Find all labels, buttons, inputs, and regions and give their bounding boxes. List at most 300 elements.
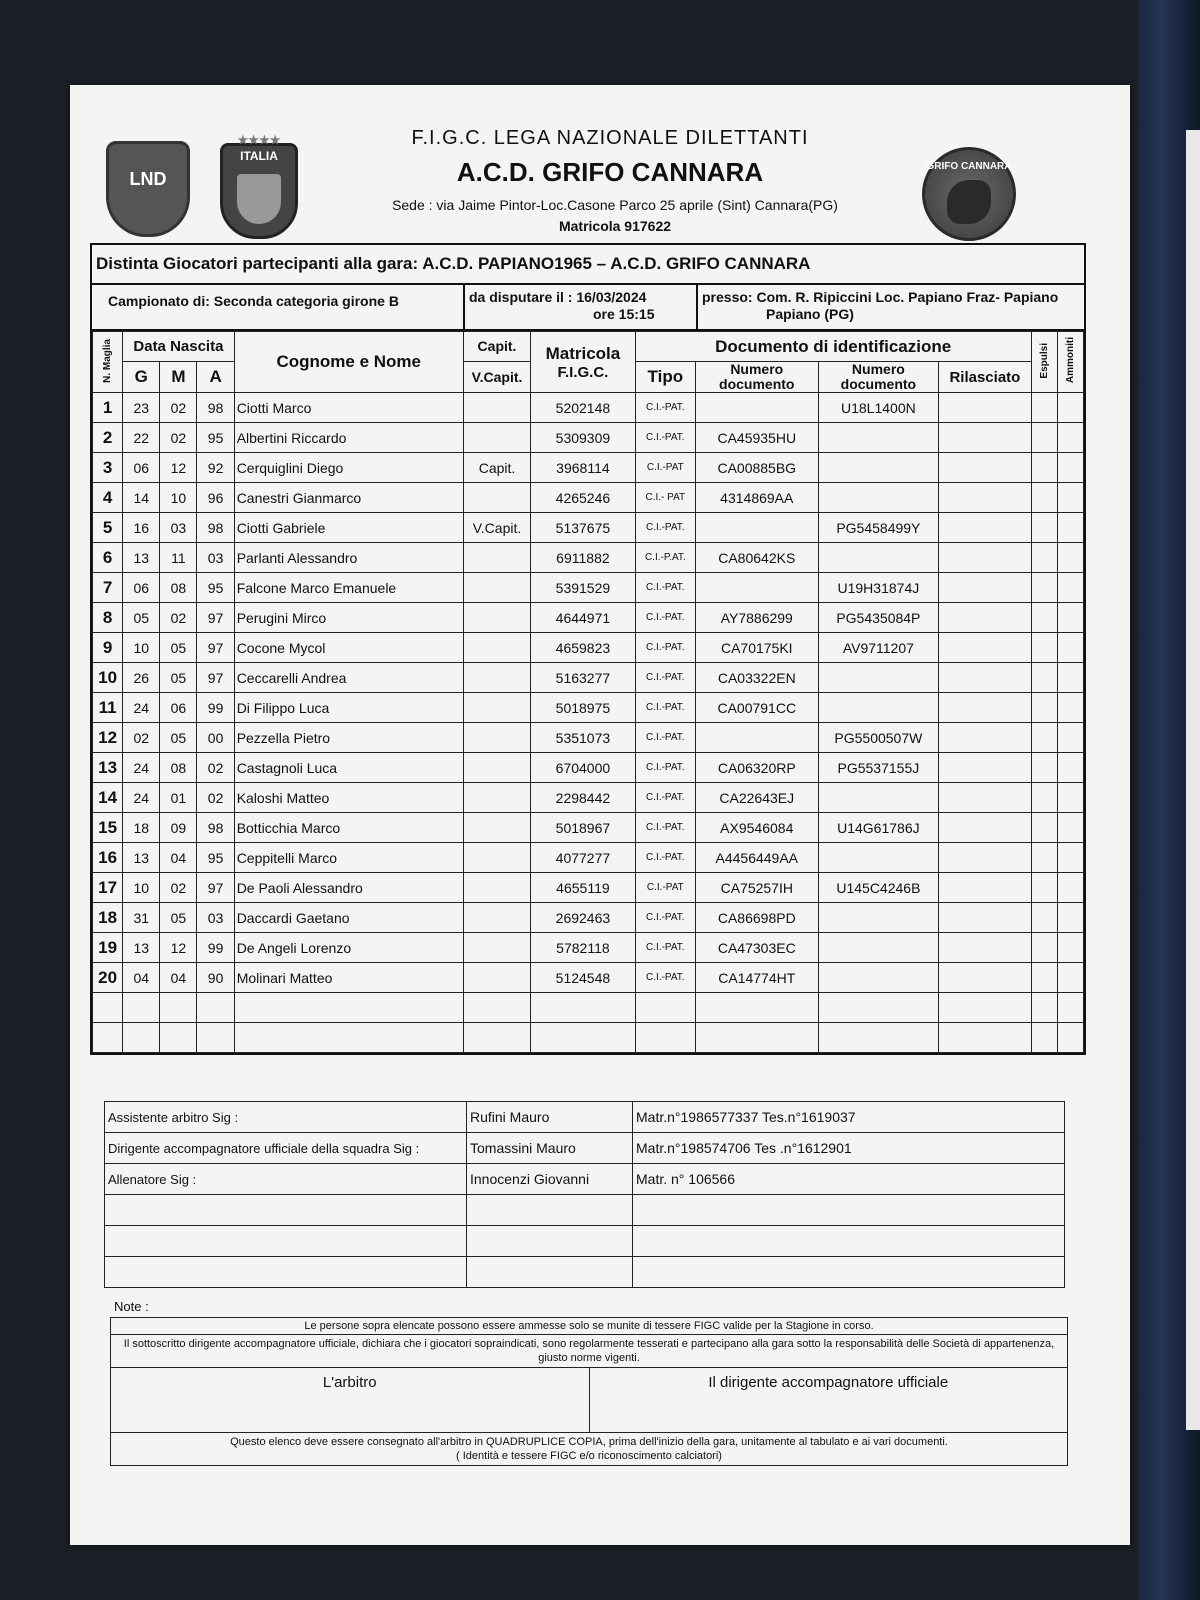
player-mat-cell: 2298442 [531, 783, 636, 813]
player-cap-cell: Capit. [463, 453, 530, 483]
player-cap-cell [463, 423, 530, 453]
player-nome-cell: Ciotti Gabriele [234, 513, 463, 543]
player-nome-cell: Albertini Riccardo [234, 423, 463, 453]
player-esp-cell [1031, 963, 1057, 993]
empty-cell [463, 993, 530, 1023]
player-n-cell: 9 [93, 633, 123, 663]
player-amm-cell [1057, 843, 1083, 873]
player-g-cell: 10 [123, 873, 160, 903]
player-amm-cell [1057, 543, 1083, 573]
empty-cell [234, 993, 463, 1023]
player-cap-cell [463, 393, 530, 423]
player-ril-cell [939, 903, 1031, 933]
player-cap-cell [463, 903, 530, 933]
player-nome-cell: Kaloshi Matteo [234, 783, 463, 813]
player-amm-cell [1057, 603, 1083, 633]
player-ril-cell [939, 393, 1031, 423]
player-g-cell: 05 [123, 603, 160, 633]
staff-matr-cell: Matr. n° 106566 [633, 1164, 1065, 1195]
player-doc2-cell: U14G61786J [818, 813, 939, 843]
col-n-maglia [93, 332, 123, 393]
player-a-cell: 98 [197, 813, 234, 843]
player-tipo-cell: C.I.-PAT. [635, 903, 695, 933]
player-nome-cell: Daccardi Gaetano [234, 903, 463, 933]
player-ril-cell [939, 633, 1031, 663]
player-ril-cell [939, 783, 1031, 813]
roster-frame [90, 243, 1086, 1055]
col-espulsi [1031, 332, 1057, 393]
club-address: Sede : via Jaime Pintor-Loc.Casone Parco 25 aprile (Sint) Cannara(PG) [392, 197, 838, 213]
player-doc1-cell: A4456449AA [695, 843, 818, 873]
player-a-cell: 03 [197, 543, 234, 573]
player-a-cell: 97 [197, 603, 234, 633]
player-n-cell: 18 [93, 903, 123, 933]
player-doc1-cell [695, 723, 818, 753]
player-cap-cell [463, 663, 530, 693]
player-esp-cell [1031, 783, 1057, 813]
player-doc1-cell: CA14774HT [695, 963, 818, 993]
notes-line4: ( Identità e tessere FIGC e/o riconoscimento calciatori) [456, 1450, 722, 1462]
player-a-cell: 95 [197, 843, 234, 873]
notes-line3: Questo elenco deve essere consegnato all'arbitro in QUADRUPLICE COPIA, prima dell'inizio della gara, unitamente al tabulato e ai vari documenti. [230, 1436, 948, 1448]
player-ril-cell [939, 723, 1031, 753]
venue-line1: presso: Com. R. Ripiccini Loc. Papiano Fraz- Papiano [702, 289, 1059, 305]
col-numero-doc: Numero documento [695, 362, 818, 393]
adjacent-sheet [1186, 130, 1200, 1430]
player-doc1-cell: CA70175KI [695, 633, 818, 663]
player-m-cell: 08 [160, 753, 197, 783]
player-doc1-cell: CA45935HU [695, 423, 818, 453]
player-m-cell: 05 [160, 633, 197, 663]
empty-cell [123, 993, 160, 1023]
player-nome-cell: Cerquiglini Diego [234, 453, 463, 483]
federation-title: F.I.G.C. LEGA NAZIONALE DILETTANTI [411, 127, 809, 149]
col-g: G [123, 362, 160, 393]
player-m-cell: 12 [160, 933, 197, 963]
player-doc2-cell: U19H31874J [818, 573, 939, 603]
player-cap-cell [463, 483, 530, 513]
matricola-label: Matricola [545, 343, 621, 363]
player-ril-cell [939, 693, 1031, 723]
empty-cell [1057, 993, 1083, 1023]
player-doc1-cell: CA00885BG [695, 453, 818, 483]
stars-icon: ★★★★ [237, 133, 281, 147]
player-doc2-cell: U145C4246B [818, 873, 939, 903]
player-mat-cell: 5163277 [531, 663, 636, 693]
empty-cell [93, 1023, 123, 1053]
player-ril-cell [939, 663, 1031, 693]
player-tipo-cell: C.I.-PAT. [635, 753, 695, 783]
player-mat-cell: 5202148 [531, 393, 636, 423]
empty-cell [1031, 993, 1057, 1023]
player-n-cell: 13 [93, 753, 123, 783]
player-nome-cell: Castagnoli Luca [234, 753, 463, 783]
player-m-cell: 12 [160, 453, 197, 483]
player-tipo-cell: C.I.-PAT. [635, 813, 695, 843]
signatures [111, 1368, 1067, 1433]
player-row [93, 843, 1084, 873]
player-a-cell: 90 [197, 963, 234, 993]
empty-cell [105, 1257, 467, 1288]
empty-cell [234, 1023, 463, 1053]
player-amm-cell [1057, 933, 1083, 963]
player-m-cell: 05 [160, 903, 197, 933]
player-row [93, 753, 1084, 783]
staff-role-cell: Assistente arbitro Sig : [105, 1102, 467, 1133]
player-doc2-cell [818, 933, 939, 963]
player-amm-cell [1057, 723, 1083, 753]
player-doc2-cell: AV9711207 [818, 633, 939, 663]
player-esp-cell [1031, 693, 1057, 723]
col-capit: Capit. [463, 332, 530, 362]
player-esp-cell [1031, 663, 1057, 693]
player-cap-cell [463, 633, 530, 663]
player-doc2-cell [818, 483, 939, 513]
player-m-cell: 02 [160, 603, 197, 633]
player-n-cell: 5 [93, 513, 123, 543]
match-meta [92, 285, 1084, 331]
empty-cell [531, 993, 636, 1023]
player-tipo-cell: C.I.-PAT. [635, 693, 695, 723]
player-esp-cell [1031, 483, 1057, 513]
player-g-cell: 23 [123, 393, 160, 423]
player-ril-cell [939, 603, 1031, 633]
player-amm-cell [1057, 693, 1083, 723]
player-ril-cell [939, 543, 1031, 573]
empty-cell [93, 993, 123, 1023]
player-ril-cell [939, 963, 1031, 993]
player-nome-cell: Falcone Marco Emanuele [234, 573, 463, 603]
player-esp-cell [1031, 393, 1057, 423]
player-amm-cell [1057, 483, 1083, 513]
empty-cell [635, 1023, 695, 1053]
player-ril-cell [939, 843, 1031, 873]
empty-staff-row [105, 1226, 1065, 1257]
player-ril-cell [939, 753, 1031, 783]
player-ril-cell [939, 873, 1031, 903]
player-cap-cell [463, 933, 530, 963]
player-amm-cell [1057, 783, 1083, 813]
player-a-cell: 97 [197, 633, 234, 663]
empty-cell [939, 993, 1031, 1023]
player-amm-cell [1057, 573, 1083, 603]
staff-row [105, 1102, 1065, 1133]
player-cap-cell [463, 753, 530, 783]
player-m-cell: 02 [160, 423, 197, 453]
player-esp-cell [1031, 723, 1057, 753]
player-nome-cell: Ciotti Marco [234, 393, 463, 423]
player-m-cell: 04 [160, 843, 197, 873]
player-mat-cell: 3968114 [531, 453, 636, 483]
player-tipo-cell: C.I.-PAT. [635, 783, 695, 813]
player-m-cell: 10 [160, 483, 197, 513]
player-n-cell: 6 [93, 543, 123, 573]
player-m-cell: 03 [160, 513, 197, 543]
player-nome-cell: Botticchia Marco [234, 813, 463, 843]
player-esp-cell [1031, 543, 1057, 573]
player-tipo-cell: C.I.-PAT. [635, 963, 695, 993]
player-tipo-cell: C.I.-P.AT. [635, 543, 695, 573]
player-cap-cell [463, 783, 530, 813]
player-n-cell: 17 [93, 873, 123, 903]
player-row [93, 963, 1084, 993]
player-a-cell: 03 [197, 903, 234, 933]
empty-cell [635, 993, 695, 1023]
col-data-nascita: Data Nascita [123, 332, 235, 362]
player-doc2-cell [818, 843, 939, 873]
player-tipo-cell: C.I.-PAT. [635, 573, 695, 603]
empty-cell [818, 1023, 939, 1053]
empty-cell [160, 993, 197, 1023]
player-esp-cell [1031, 513, 1057, 543]
match-venue [698, 285, 1084, 329]
club-title: A.C.D. GRIFO CANNARA [456, 157, 764, 187]
player-nome-cell: Molinari Matteo [234, 963, 463, 993]
player-mat-cell: 5309309 [531, 423, 636, 453]
player-doc1-cell: CA47303EC [695, 933, 818, 963]
player-row [93, 393, 1084, 423]
col-numero-doc-2: Numero documento [818, 362, 939, 393]
staff-matr-cell: Matr.n°1986577337 Tes.n°1619037 [633, 1102, 1065, 1133]
player-g-cell: 13 [123, 933, 160, 963]
player-n-cell: 2 [93, 423, 123, 453]
empty-staff-row [105, 1257, 1065, 1288]
player-a-cell: 95 [197, 423, 234, 453]
player-doc2-cell: U18L1400N [818, 393, 939, 423]
staff-role-cell: Allenatore Sig : [105, 1164, 467, 1195]
player-doc1-cell [695, 393, 818, 423]
player-n-cell: 15 [93, 813, 123, 843]
player-cap-cell [463, 693, 530, 723]
player-ril-cell [939, 813, 1031, 843]
col-rilasciato: Rilasciato [939, 362, 1031, 393]
player-row [93, 873, 1084, 903]
player-row [93, 813, 1084, 843]
player-a-cell: 02 [197, 753, 234, 783]
italia-logo-text: ITALIA [240, 149, 278, 163]
player-mat-cell: 4644971 [531, 603, 636, 633]
player-m-cell: 01 [160, 783, 197, 813]
espulsi-label: Espulsi [1038, 342, 1050, 379]
player-tipo-cell: C.I.-PAT. [635, 843, 695, 873]
player-g-cell: 24 [123, 753, 160, 783]
player-doc1-cell [695, 573, 818, 603]
player-row [93, 543, 1084, 573]
player-doc1-cell: 4314869AA [695, 483, 818, 513]
notes-box [110, 1317, 1068, 1466]
player-g-cell: 14 [123, 483, 160, 513]
player-doc1-cell: CA00791CC [695, 693, 818, 723]
player-doc1-cell: CA80642KS [695, 543, 818, 573]
binder-edge [1138, 0, 1200, 1600]
player-n-cell: 12 [93, 723, 123, 753]
lnd-logo: LND [106, 141, 190, 237]
player-tipo-cell: C.I.-PAT. [635, 663, 695, 693]
player-doc2-cell [818, 423, 939, 453]
player-esp-cell [1031, 423, 1057, 453]
col-documento: Documento di identificazione [635, 332, 1031, 362]
empty-cell [467, 1257, 633, 1288]
player-tipo-cell: C.I.-PAT. [635, 723, 695, 753]
player-nome-cell: Canestri Gianmarco [234, 483, 463, 513]
player-doc1-cell: CA75257IH [695, 873, 818, 903]
player-doc2-cell [818, 663, 939, 693]
roster-sheet [70, 85, 1130, 1545]
empty-staff-row [105, 1195, 1065, 1226]
dirigente-signature: Il dirigente accompagnatore ufficiale [708, 1374, 949, 1391]
player-g-cell: 24 [123, 693, 160, 723]
player-doc1-cell: CA03322EN [695, 663, 818, 693]
player-row [93, 663, 1084, 693]
player-g-cell: 10 [123, 633, 160, 663]
player-doc1-cell: CA22643EJ [695, 783, 818, 813]
player-doc2-cell [818, 693, 939, 723]
arbitro-signature: L'arbitro [111, 1368, 590, 1432]
match-time: ore 15:15 [593, 306, 655, 322]
player-esp-cell [1031, 753, 1057, 783]
player-m-cell: 11 [160, 543, 197, 573]
player-nome-cell: Di Filippo Luca [234, 693, 463, 723]
player-g-cell: 13 [123, 843, 160, 873]
player-mat-cell: 4265246 [531, 483, 636, 513]
player-mat-cell: 5124548 [531, 963, 636, 993]
player-nome-cell: De Paoli Alessandro [234, 873, 463, 903]
empty-cell [818, 993, 939, 1023]
match-title: Distinta Giocatori partecipanti alla gara: A.C.D. PAPIANO1965 – A.C.D. GRIFO CANNARA [92, 245, 1084, 285]
match-date [465, 285, 698, 329]
player-row [93, 513, 1084, 543]
player-a-cell: 97 [197, 663, 234, 693]
staff-name-cell: Innocenzi Giovanni [467, 1164, 633, 1195]
player-mat-cell: 5351073 [531, 723, 636, 753]
player-esp-cell [1031, 903, 1057, 933]
player-rows [93, 393, 1084, 1053]
player-mat-cell: 5018975 [531, 693, 636, 723]
col-m: M [160, 362, 197, 393]
player-amm-cell [1057, 753, 1083, 783]
player-a-cell: 96 [197, 483, 234, 513]
player-nome-cell: Perugini Mirco [234, 603, 463, 633]
player-amm-cell [1057, 963, 1083, 993]
col-vcapit: V.Capit. [463, 362, 530, 393]
player-tipo-cell: C.I.-PAT. [635, 513, 695, 543]
empty-player-row [93, 1023, 1084, 1053]
empty-cell [695, 1023, 818, 1053]
player-n-cell: 10 [93, 663, 123, 693]
staff-row [105, 1164, 1065, 1195]
notes-line1: Le persone sopra elencate possono essere ammesse solo se munite di tessere FIGC valide per la Stagione in corso. [111, 1318, 1067, 1335]
player-n-cell: 19 [93, 933, 123, 963]
player-row [93, 693, 1084, 723]
player-tipo-cell: C.I.-PAT [635, 453, 695, 483]
player-row [93, 933, 1084, 963]
player-row [93, 723, 1084, 753]
player-doc2-cell [818, 453, 939, 483]
player-row [93, 903, 1084, 933]
player-row [93, 483, 1084, 513]
player-esp-cell [1031, 573, 1057, 603]
player-mat-cell: 4659823 [531, 633, 636, 663]
player-n-cell: 4 [93, 483, 123, 513]
player-n-cell: 1 [93, 393, 123, 423]
player-amm-cell [1057, 513, 1083, 543]
staff-row [105, 1133, 1065, 1164]
player-amm-cell [1057, 393, 1083, 423]
player-cap-cell [463, 543, 530, 573]
empty-cell [123, 1023, 160, 1053]
player-n-cell: 11 [93, 693, 123, 723]
player-nome-cell: Ceppitelli Marco [234, 843, 463, 873]
empty-cell [105, 1226, 467, 1257]
player-nome-cell: Cocone Mycol [234, 633, 463, 663]
player-g-cell: 13 [123, 543, 160, 573]
player-a-cell: 02 [197, 783, 234, 813]
player-n-cell: 14 [93, 783, 123, 813]
player-n-cell: 16 [93, 843, 123, 873]
player-a-cell: 00 [197, 723, 234, 753]
empty-cell [939, 1023, 1031, 1053]
player-tipo-cell: C.I.-PAT. [635, 633, 695, 663]
player-m-cell: 06 [160, 693, 197, 723]
player-cap-cell [463, 723, 530, 753]
player-n-cell: 7 [93, 573, 123, 603]
player-cap-cell [463, 813, 530, 843]
match-date-text: da disputare il : 16/03/2024 [469, 289, 647, 305]
player-tipo-cell: C.I.-PAT. [635, 933, 695, 963]
empty-cell [467, 1226, 633, 1257]
player-row [93, 453, 1084, 483]
player-ril-cell [939, 423, 1031, 453]
player-esp-cell [1031, 813, 1057, 843]
empty-cell [633, 1257, 1065, 1288]
player-cap-cell [463, 843, 530, 873]
empty-cell [531, 1023, 636, 1053]
player-a-cell: 92 [197, 453, 234, 483]
player-m-cell: 05 [160, 663, 197, 693]
player-cap-cell [463, 573, 530, 603]
player-row [93, 423, 1084, 453]
col-tipo: Tipo [635, 362, 695, 393]
player-m-cell: 08 [160, 573, 197, 603]
grifo-logo-text: GRIFO CANNARA [926, 161, 1012, 172]
staff-matr-cell: Matr.n°198574706 Tes .n°1612901 [633, 1133, 1065, 1164]
col-a: A [197, 362, 234, 393]
empty-cell [633, 1195, 1065, 1226]
player-amm-cell [1057, 903, 1083, 933]
player-amm-cell [1057, 873, 1083, 903]
player-ril-cell [939, 483, 1031, 513]
player-mat-cell: 6911882 [531, 543, 636, 573]
player-doc2-cell: PG5458499Y [818, 513, 939, 543]
empty-cell [197, 993, 234, 1023]
player-a-cell: 95 [197, 573, 234, 603]
player-n-cell: 3 [93, 453, 123, 483]
player-ril-cell [939, 513, 1031, 543]
player-m-cell: 05 [160, 723, 197, 753]
n-maglia-label: N. Maglia [102, 338, 114, 383]
championship: Campionato di: Seconda categoria girone B [92, 285, 465, 329]
empty-cell [105, 1195, 467, 1226]
player-tipo-cell: C.I.-PAT. [635, 393, 695, 423]
player-doc2-cell: PG5435084P [818, 603, 939, 633]
staff-name-cell: Rufini Mauro [467, 1102, 633, 1133]
player-nome-cell: De Angeli Lorenzo [234, 933, 463, 963]
player-m-cell: 09 [160, 813, 197, 843]
player-doc1-cell [695, 513, 818, 543]
player-row [93, 573, 1084, 603]
player-cap-cell [463, 963, 530, 993]
player-esp-cell [1031, 843, 1057, 873]
